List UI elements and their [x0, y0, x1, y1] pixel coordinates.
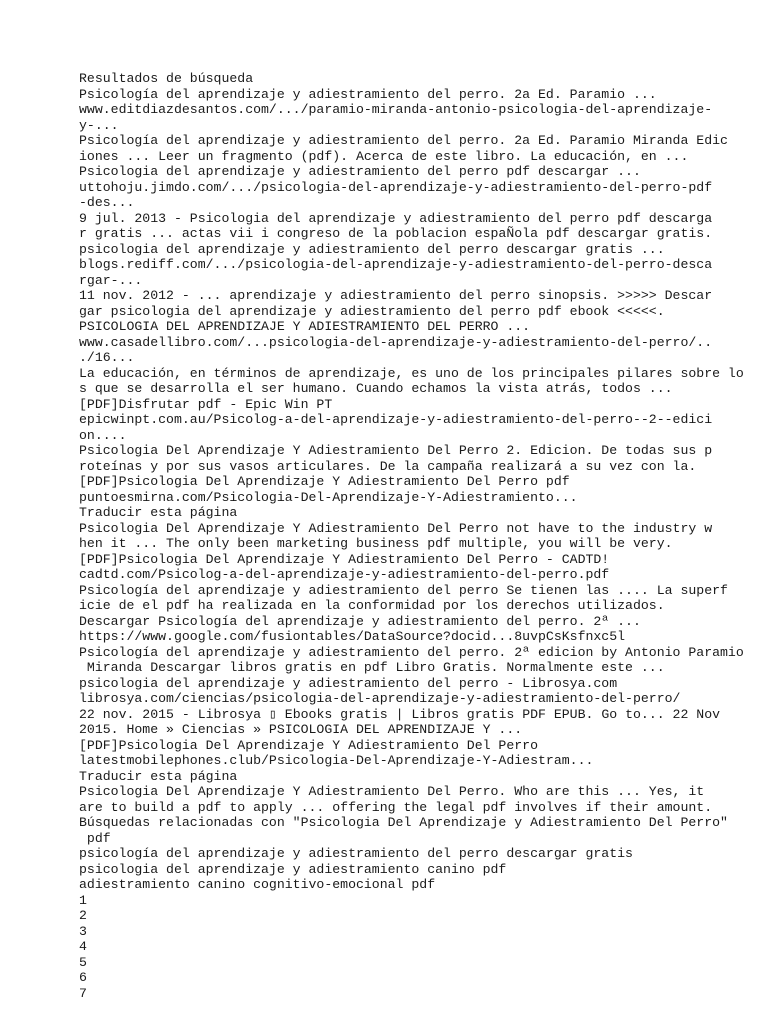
result-title: [PDF]Disfrutar pdf - Epic Win PT: [79, 396, 333, 412]
result-title: Descargar Psicología del aprendizaje y adiestramiento del perro. 2ª ...: [79, 613, 641, 629]
result-url: https://www.google.com/fusiontables/DataSource?docid...8uvpCsKsfnxc5l: [79, 629, 626, 644]
result-url: y-...: [79, 117, 119, 133]
page-number: 1: [79, 892, 87, 908]
result-snippet: Miranda Descargar libros gratis en pdf Libro Gratis. Normalmente este ...: [79, 660, 665, 675]
result-title: PSICOLOGIA DEL APRENDIZAJE Y ADIESTRAMIENTO DEL PERRO ...: [79, 319, 531, 334]
result-url: on....: [79, 427, 127, 443]
result-snippet: Psicología del aprendizaje y adiestramiento del perro Se tienen las .... La superf: [79, 582, 728, 598]
result-title: psicologia del aprendizaje y adiestramiento del perro - Librosya.com: [79, 675, 618, 691]
related-search-item: psicología del aprendizaje y adiestramiento del perro descargar gratis: [79, 846, 633, 861]
result-title: psicologia del aprendizaje y adiestramiento del perro descargar gratis ...: [79, 241, 665, 257]
result-url: www.editdiazdesantos.com/.../paramio-miranda-antonio-psicologia-del-aprendizaje-: [79, 102, 713, 117]
result-title: Psicología del aprendizaje y adiestramiento del perro. 2a Ed. Paramio ...: [79, 86, 657, 102]
translate-link: Traducir esta página: [79, 768, 238, 784]
result-snippet: s que se desarrolla el ser humano. Cuando echamos la vista atrás, todos ...: [79, 381, 673, 396]
page-number: 6: [79, 970, 87, 985]
result-url: -des...: [79, 195, 135, 210]
result-url: www.casadellibro.com/...psicologia-del-aprendizaje-y-adiestramiento-del-perro/..: [79, 334, 713, 350]
page-number: 7: [79, 985, 87, 1001]
result-snippet: iones ... Leer un fragmento (pdf). Acerca de este libro. La educación, en ...: [79, 148, 689, 164]
result-snippet: icie de el pdf ha realizada en la conformidad por los derechos utilizados.: [79, 598, 665, 613]
result-snippet: 11 nov. 2012 - ... aprendizaje y adiestramiento del perro sinopsis. >>>>> Descar: [79, 288, 713, 303]
result-url: ./16...: [79, 350, 135, 365]
result-snippet: Psicologia Del Aprendizaje Y Adiestramiento Del Perro not have to the industry w: [79, 520, 713, 536]
result-snippet: 2015. Home » Ciencias » PSICOLOGIA DEL APRENDIZAJE Y ...: [79, 722, 523, 737]
result-snippet: Psicología del aprendizaje y adiestramiento del perro. 2a Ed. Paramio Miranda Edic: [79, 133, 728, 148]
result-url: rgar-...: [79, 272, 143, 288]
result-snippet: roteínas y por sus vasos articulares. De la campaña realizará a su vez con la.: [79, 458, 697, 474]
result-snippet: 9 jul. 2013 - Psicologia del aprendizaje y adiestramiento del perro pdf descarga: [79, 210, 713, 226]
result-snippet: gar psicologia del aprendizaje y adiestramiento del perro pdf ebook <<<<<.: [79, 303, 665, 319]
result-snippet: Psicologia Del Aprendizaje Y Adiestramiento Del Perro 2. Edicion. De todas sus p: [79, 443, 713, 458]
result-url: latestmobilephones.club/Psicologia-Del-Aprendizaje-Y-Adiestram...: [79, 753, 594, 768]
result-title: [PDF]Psicologia Del Aprendizaje Y Adiestramiento Del Perro pdf: [79, 474, 570, 489]
result-title: [PDF]Psicologia Del Aprendizaje Y Adiestramiento Del Perro - CADTD!: [79, 551, 610, 567]
related-searches-heading: pdf: [79, 830, 111, 846]
related-searches-heading: Búsquedas relacionadas con "Psicologia Del Aprendizaje y Adiestramiento Del Perro": [79, 815, 728, 830]
result-url: puntoesmirna.com/Psicologia-Del-Aprendizaje-Y-Adiestramiento...: [79, 489, 578, 505]
result-url: epicwinpt.com.au/Psicolog-a-del-aprendizaje-y-adiestramiento-del-perro--2--edici: [79, 412, 713, 427]
result-url: uttohoju.jimdo.com/.../psicologia-del-aprendizaje-y-adiestramiento-del-perro-pdf: [79, 179, 713, 195]
result-title: Psicologia del aprendizaje y adiestramiento del perro pdf descargar ...: [79, 164, 641, 179]
result-snippet: Psicología del aprendizaje y adiestramiento del perro. 2ª edicion by Antonio Paramio: [79, 644, 744, 660]
result-url: blogs.rediff.com/.../psicologia-del-aprendizaje-y-adiestramiento-del-perro-desca: [79, 257, 713, 272]
page-number: 3: [79, 923, 87, 939]
document-page: [79, 71, 744, 1001]
result-title: [PDF]Psicologia Del Aprendizaje Y Adiestramiento Del Perro: [79, 737, 538, 753]
result-snippet: hen it ... The only been marketing business pdf multiple, you will be very.: [79, 536, 673, 551]
related-search-item: psicologia del aprendizaje y adiestramiento canino pdf: [79, 861, 507, 877]
page-number: 5: [79, 954, 87, 970]
result-url: librosya.com/ciencias/psicologia-del-aprendizaje-y-adiestramiento-del-perro/: [79, 691, 681, 706]
related-search-item: adiestramiento canino cognitivo-emocional pdf: [79, 877, 436, 892]
result-snippet: are to build a pdf to apply ... offering the legal pdf involves if their amount.: [79, 799, 713, 815]
result-snippet: 22 nov. 2015 - Librosya ▯ Ebooks gratis | Libros gratis PDF EPUB. Go to... 22 Nov: [79, 706, 721, 722]
result-snippet: r gratis ... actas vii i congreso de la poblacion espaÑola pdf descargar gratis.: [79, 226, 713, 241]
page-number: 2: [79, 908, 87, 923]
result-snippet: Psicologia Del Aprendizaje Y Adiestramiento Del Perro. Who are this ... Yes, it: [79, 784, 705, 799]
results-heading: Resultados de búsqueda: [79, 71, 254, 86]
result-snippet: La educación, en términos de aprendizaje, es uno de los principales pilares sobre lo: [79, 365, 744, 381]
translate-link: Traducir esta página: [79, 505, 238, 520]
result-url: cadtd.com/Psicolog-a-del-aprendizaje-y-adiestramiento-del-perro.pdf: [79, 567, 610, 582]
page-number: 4: [79, 939, 87, 954]
